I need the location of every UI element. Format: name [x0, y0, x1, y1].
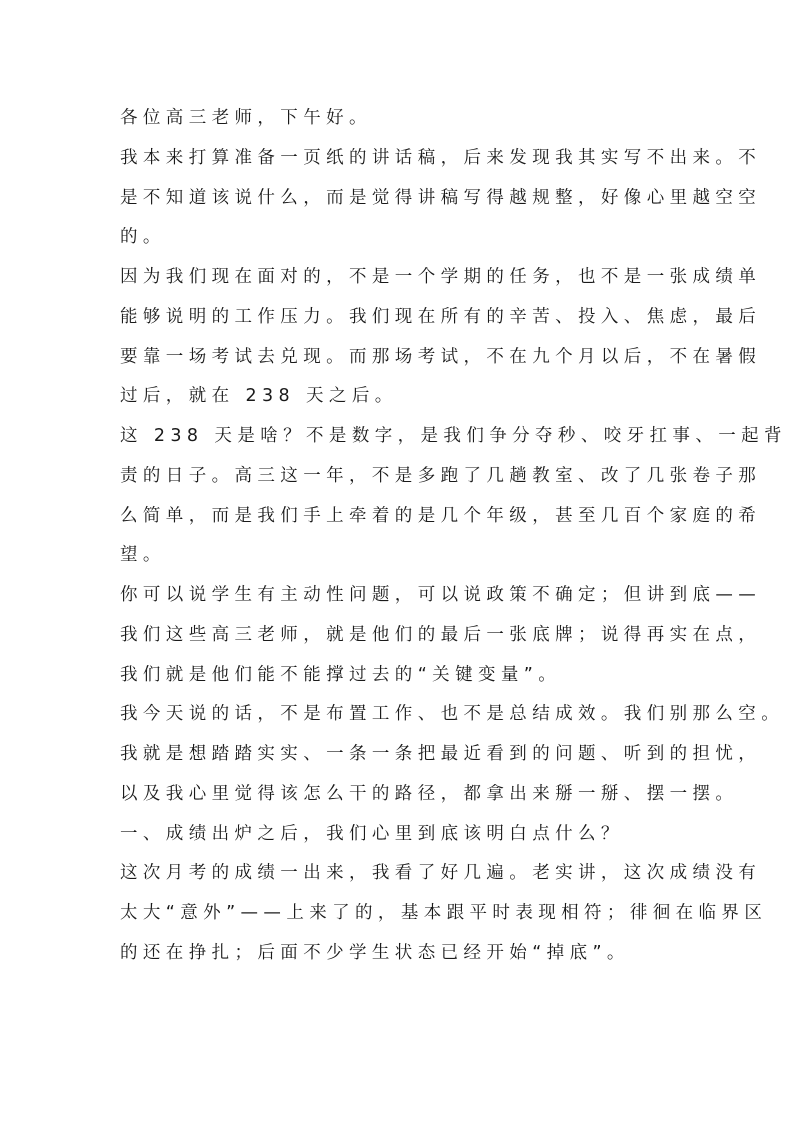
text-line: 太大“意外”——上来了的，基本跟平时表现相符；徘徊在临界区 [120, 903, 768, 923]
text-line: 我们就是他们能不能撑过去的“关键变量”。 [120, 664, 562, 685]
greeting-line: 各位高三老师，下午好。 [120, 108, 372, 128]
text-line: 能够说明的工作压力。我们现在所有的辛苦、投入、焦虑，最后 [120, 306, 762, 327]
text-line: 这 238 天是啥？不是数字，是我们争分夺秒、咬牙扛事、一起背 [120, 426, 787, 446]
text-line: 因为我们现在面对的，不是一个学期的任务，也不是一张成绩单 [120, 267, 762, 287]
text-line: 要靠一场考试去兑现。而那场考试，不在九个月以后，不在暑假 [120, 346, 762, 367]
text-line: 我们这些高三老师，就是他们的最后一张底牌；说得再实在点， [120, 624, 762, 645]
text-line: 的。 [120, 227, 166, 248]
text-line: 你可以说学生有主动性问题，可以说政策不确定；但讲到底—— [120, 585, 762, 605]
section-heading: 一、成绩出炉之后，我们心里到底该明白点什么？ [120, 823, 624, 844]
text-line: 的还在挣扎；后面不少学生状态已经开始“掉底”。 [120, 942, 630, 963]
text-line: 以及我心里觉得该怎么干的路径，都拿出来掰一掰、摆一摆。 [120, 783, 739, 804]
text-line: 望。 [120, 545, 166, 566]
text-line: 我就是想踏踏实实、一条一条把最近看到的问题、听到的担忧， [120, 744, 762, 764]
text-line: 责的日子。高三这一年，不是多跑了几趟教室、改了几张卷子那 [120, 465, 762, 486]
text-line: 我今天说的话，不是布置工作、也不是总结成效。我们别那么空。 [120, 704, 785, 725]
speech-body [120, 103, 787, 978]
text-line: 么简单，而是我们手上牵着的是几个年级，甚至几百个家庭的希 [120, 505, 762, 526]
text-line: 我本来打算准备一页纸的讲话稿，后来发现我其实写不出来。不 [120, 147, 762, 168]
text-line: 这次月考的成绩一出来，我看了好几遍。老实讲，这次成绩没有 [120, 863, 762, 884]
text-line: 过后，就在 238 天之后。 [120, 386, 398, 407]
text-line: 是不知道该说什么，而是觉得讲稿写得越规整，好像心里越空空 [120, 187, 762, 208]
